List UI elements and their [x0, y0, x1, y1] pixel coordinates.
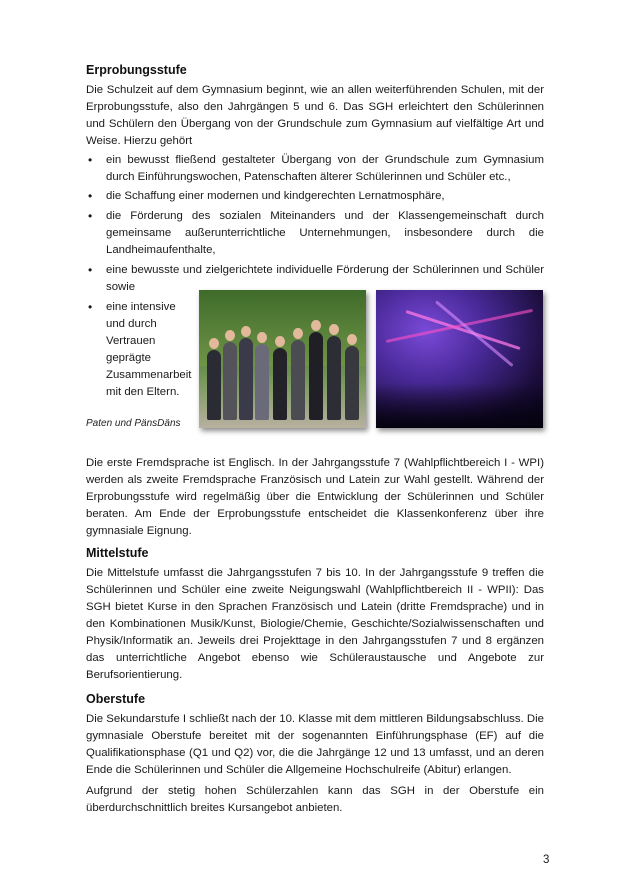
- person-head: [257, 332, 267, 343]
- person-figure: [223, 342, 237, 420]
- heading-mittelstufe: Mittelstufe: [86, 546, 149, 560]
- section-oberstufe: [86, 691, 544, 817]
- person-figure: [327, 336, 341, 420]
- paragraph-intro: Die Schulzeit auf dem Gymnasium beginnt, wie an allen weiterführenden Schulen, mit der Erprobungsstufe, also den Jahrgängen 5 und 6. Das SGH erleichtert den Schülerinnen und Schülern den Übergang von der Grundschule zum Gymnasium auf vielfältige Art und Weise. Hierzu gehört: [86, 84, 544, 147]
- person-figure: [309, 332, 323, 420]
- paragraph-fremdsprache: Die erste Fremdsprache ist Englisch. In der Jahrgangsstufe 7 (Wahlpflichtbereich I - WPI) werden als zweite Fremdsprache Französisch und Latein zur Wahl gestellt. Während der Erprobungsstufe wird regelmäßig über die Entwicklung der Schülerinnen und Schüler beraten. Am Ende der Erprobungsstufe entscheidet die Klassenkonferenz über ihre gymnasiale Eignung.: [86, 457, 544, 537]
- person-head: [311, 320, 321, 331]
- person-figure: [239, 338, 253, 420]
- person-head: [347, 334, 357, 345]
- paragraph-oberstufe-2: Aufgrund der stetig hohen Schülerzahlen kann das SGH in der Oberstufe ein überdurchschnittlich breites Kursangebot anbieten.: [86, 785, 544, 814]
- paragraph-mittelstufe: Die Mittelstufe umfasst die Jahrgangsstufen 7 bis 10. In der Jahrgangsstufe 9 treffen die Schülerinnen und Schüler eine zweite Neigungswahl (Wahlpflichtbereich II - WPII): Das SGH bietet Kurse in den Sprachen Französisch und Latein (dritte Fremdsprache) und in den Kombinationen Musik/Kunst, Biologie/Chemie, Geschichte/Sozialwissenschaften und Physik/Informatik an. Jeweils drei Projekttage in den Jahrgangsstufen 7 und 8 ergänzen das unterrichtliche Angebot ebenso wie Schüleraustausche und Angebote zur Berufsorientierung.: [86, 567, 544, 681]
- person-head: [329, 324, 339, 335]
- person-figure: [291, 340, 305, 420]
- paragraph-oberstufe-1: Die Sekundarstufe I schließt nach der 10. Klasse mit dem mittleren Bildungsabschluss. Die gymnasiale Oberstufe bereitet mit der sogenannten Einführungsphase (EF) auf die Qualifikationsphase (Q1 und Q2) vor, die die Jahrgänge 12 und 13 umfasst, und an deren Ende die Schülerinnen und Schüler die Allgemeine Hochschulreife (Abitur) erlangen.: [86, 713, 544, 776]
- list-item: • ein bewusst fließend gestalteter Übergang von der Grundschule zum Gymnasium durch Einführungswochen, Patenschaften älterer Schülerinnen und Schüler etc.,: [86, 152, 544, 186]
- list-item: • die Schaffung einer modernen und kindgerechten Lernatmosphäre,: [86, 188, 544, 205]
- person-head: [241, 326, 251, 337]
- photo-caption: Paten und PänsDäns: [86, 418, 181, 429]
- person-head: [209, 338, 219, 349]
- list-item: • eine intensive und durch Vertrauen geprägte Zusammenarbeit mit den Eltern.: [86, 299, 188, 401]
- person-head: [225, 330, 235, 341]
- page-number: 3: [543, 854, 550, 866]
- person-figure: [207, 350, 221, 420]
- heading-oberstufe: Oberstufe: [86, 692, 146, 706]
- section-mittelstufe: [86, 545, 544, 684]
- list-item: • die Förderung des sozialen Miteinanders und der Klassengemeinschaft durch gemeinsame außerunterrichtliche Unternehmungen, insbesondere durch die Landheimaufenthalte,: [86, 208, 544, 259]
- person-figure: [345, 346, 359, 420]
- paragraph-after-photos-wrap: [86, 455, 544, 540]
- person-head: [293, 328, 303, 339]
- list-item: • eine bewusste und zielgerichtete individuelle Förderung der Schülerinnen und Schüler sowie: [86, 262, 544, 296]
- person-figure: [273, 348, 287, 420]
- light-beam: [435, 300, 514, 367]
- group-photo: [199, 290, 366, 428]
- crowd-silhouette: [376, 383, 543, 428]
- person-figure: [255, 344, 269, 420]
- party-photo: [376, 290, 543, 428]
- person-head: [275, 336, 285, 347]
- heading-erprobungsstufe: Erprobungsstufe: [86, 63, 187, 77]
